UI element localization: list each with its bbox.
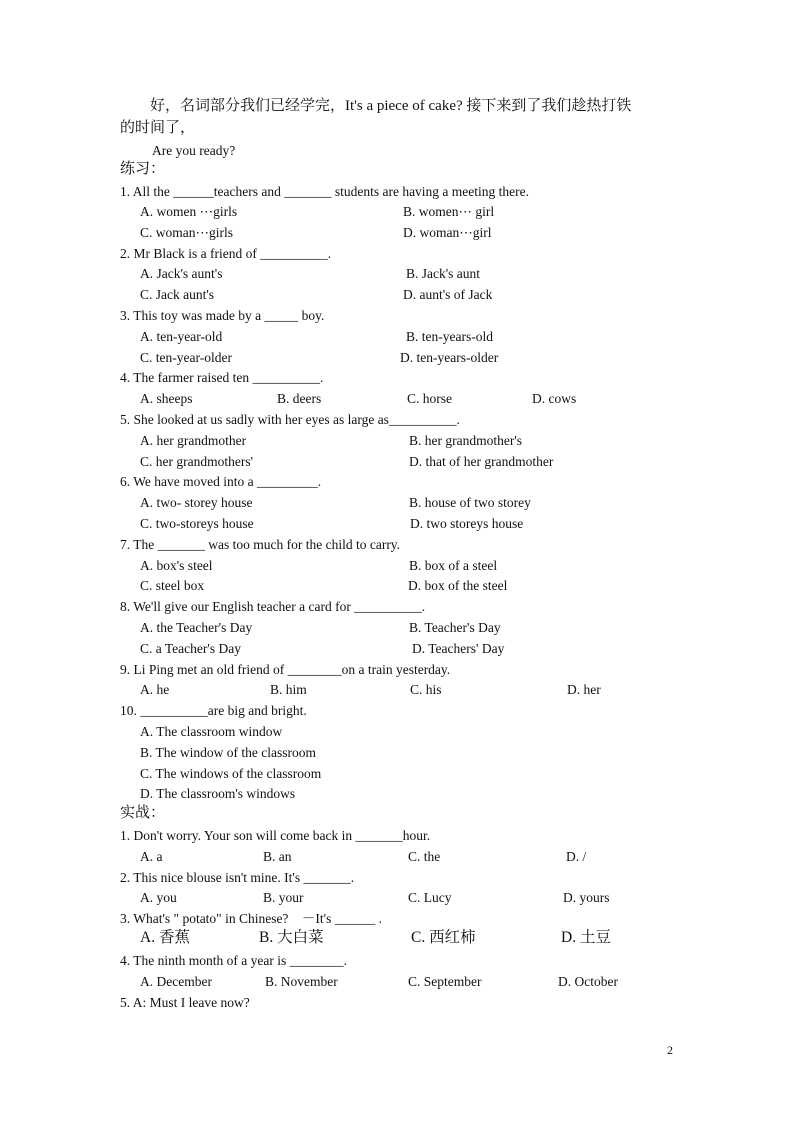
exercise-heading: 实战： [120, 805, 166, 821]
practice-q3-option-b: B. ten-years-old [406, 329, 493, 344]
practice-q10-option-d: D. The classroom's windows [140, 786, 296, 801]
practice-q5-option-b: B. her grandmother's [409, 433, 523, 448]
exercise-q3-option-b: B. 大白菜 [259, 929, 324, 946]
practice-q2-option-a: A. Jack's aunt's [140, 266, 223, 281]
practice-q9-option-a: A. he [140, 682, 170, 697]
exercise-q4-option-b: B. November [265, 974, 338, 989]
exercise-q4-stem: 4. The ninth month of a year is ________. [120, 953, 347, 968]
practice-heading: 练习： [120, 161, 166, 177]
exercise-q2-option-a: A. you [140, 890, 177, 905]
exercise-q4-option-c: C. September [408, 974, 482, 989]
practice-q1-option-d: D. woman⋯girl [403, 225, 492, 240]
practice-q6-option-b: B. house of two storey [409, 495, 531, 510]
exercise-q1-option-d: D. / [566, 849, 587, 864]
practice-q2-option-b: B. Jack's aunt [406, 266, 481, 281]
exercise-q3-option-d: D. 土豆 [561, 929, 611, 946]
practice-q2-option-c: C. Jack aunt's [140, 287, 215, 302]
practice-q4-option-a: A. sheeps [140, 391, 193, 406]
intro-line-2: 的时间了， [120, 120, 196, 136]
exercise-q2-stem: 2. This nice blouse isn't mine. It's _______. [120, 870, 355, 885]
practice-q7-option-d: D. box of the steel [408, 578, 508, 593]
practice-q1-option-a: A. women ⋯girls [140, 204, 238, 219]
practice-q1-option-b: B. women⋯ girl [403, 204, 495, 219]
exercise-q3-option-a: A. 香蕉 [140, 929, 190, 946]
practice-q7-option-c: C. steel box [140, 578, 205, 593]
exercise-q3-option-c: C. 西红柿 [411, 929, 476, 946]
practice-q8-stem: 8. We'll give our English teacher a card for __________. [120, 599, 426, 614]
practice-q5-option-d: D. that of her grandmother [409, 454, 554, 469]
exercise-q4-option-a: A. December [140, 974, 212, 989]
practice-q4-option-c: C. horse [407, 391, 452, 406]
exercise-q4-option-d: D. October [558, 974, 618, 989]
exercise-q1-stem: 1. Don't worry. Your son will come back in _______hour. [120, 828, 431, 843]
exercise-q1-option-a: A. a [140, 849, 163, 864]
practice-q9-option-d: D. her [567, 682, 601, 697]
practice-q10-option-c: C. The windows of the classroom [140, 766, 322, 781]
exercise-q2-option-b: B. your [263, 890, 304, 905]
practice-q8-option-a: A. the Teacher's Day [140, 620, 253, 635]
practice-q6-stem: 6. We have moved into a _________. [120, 474, 322, 489]
exercise-q2-option-d: D. yours [563, 890, 610, 905]
practice-q3-option-d: D. ten-years-older [400, 350, 499, 365]
practice-q4-stem: 4. The farmer raised ten __________. [120, 370, 324, 385]
exercise-q1-option-c: C. the [408, 849, 441, 864]
practice-q3-option-c: C. ten-year-older [140, 350, 232, 365]
practice-q7-option-b: B. box of a steel [409, 558, 498, 573]
practice-q1-option-c: C. woman⋯girls [140, 225, 233, 240]
practice-q3-stem: 3. This toy was made by a _____ boy. [120, 308, 325, 323]
intro-line-1: 好，名词部分我们已经学完，It's a piece of cake? 接下来到了我们趁热打铁 [150, 98, 632, 114]
exercise-q3-stem: 3. What's " potato" in Chinese? －It's ______ . [120, 911, 382, 926]
practice-q10-option-a: A. The classroom window [140, 724, 283, 739]
practice-q8-option-b: B. Teacher's Day [409, 620, 501, 635]
practice-q7-option-a: A. box's steel [140, 558, 213, 573]
practice-q8-option-c: C. a Teacher's Day [140, 641, 241, 656]
practice-q7-stem: 7. The _______ was too much for the child to carry. [120, 537, 401, 552]
practice-q8-option-d: D. Teachers' Day [412, 641, 505, 656]
practice-q9-option-c: C. his [410, 682, 442, 697]
practice-q6-option-a: A. two- storey house [140, 495, 253, 510]
practice-q2-stem: 2. Mr Black is a friend of __________. [120, 246, 332, 261]
practice-q5-option-a: A. her grandmother [140, 433, 247, 448]
practice-q3-option-a: A. ten-year-old [140, 329, 223, 344]
practice-q6-option-d: D. two storeys house [410, 516, 524, 531]
practice-q4-option-b: B. deers [277, 391, 322, 406]
practice-q9-option-b: B. him [270, 682, 307, 697]
practice-q10-stem: 10. __________are big and bright. [120, 703, 307, 718]
practice-q5-stem: 5. She looked at us sadly with her eyes as large as__________. [120, 412, 460, 427]
intro-line-3: Are you ready? [152, 143, 236, 158]
practice-q2-option-d: D. aunt's of Jack [403, 287, 493, 302]
practice-q5-option-c: C. her grandmothers' [140, 454, 254, 469]
exercise-q2-option-c: C. Lucy [408, 890, 452, 905]
practice-q4-option-d: D. cows [532, 391, 577, 406]
practice-q1-stem: 1. All the ______teachers and _______ students are having a meeting there. [120, 184, 530, 199]
exercise-q1-option-b: B. an [263, 849, 292, 864]
exercise-q5-stem: 5. A: Must I leave now? [120, 995, 250, 1010]
practice-q9-stem: 9. Li Ping met an old friend of ________on a train yesterday. [120, 662, 451, 677]
practice-q6-option-c: C. two-storeys house [140, 516, 254, 531]
page-number: 2 [667, 1043, 673, 1057]
practice-q10-option-b: B. The window of the classroom [140, 745, 316, 760]
